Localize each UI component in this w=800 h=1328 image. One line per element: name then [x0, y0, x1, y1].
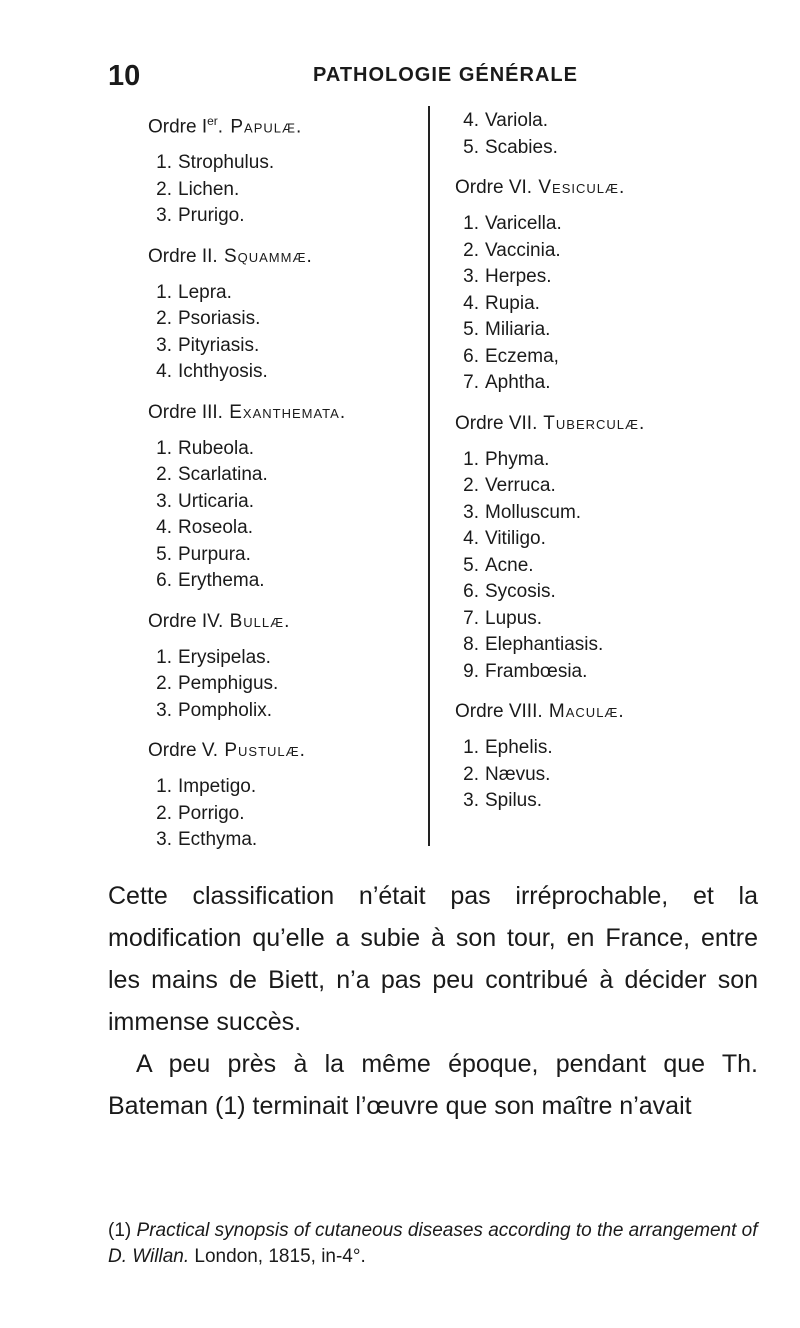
list-item [455, 238, 755, 265]
item-label: Scarlatina. [178, 464, 268, 486]
footnote-title: Practical synopsis of cutaneous diseases according to the arrangement of D. Willan. [108, 1220, 758, 1267]
list-item [148, 306, 418, 333]
column-divider [428, 106, 430, 846]
item-label: Phyma. [485, 448, 550, 470]
item-number: 2. [463, 763, 479, 785]
classification-right-column [455, 108, 755, 815]
item-number: 8. [463, 634, 479, 655]
list-item [455, 659, 755, 686]
footnote-marker: (1) [108, 1220, 132, 1241]
running-title: PATHOLOGIE GÉNÉRALE [313, 64, 578, 86]
list-item [455, 211, 755, 238]
item-label: Elephantiasis. [485, 634, 604, 655]
item-label: Erysipelas. [178, 646, 271, 668]
item-label: Verruca. [485, 475, 556, 496]
item-number: 2. [156, 464, 172, 486]
order-name: Squammæ. [217, 245, 313, 267]
order-title [455, 699, 755, 725]
order-title [148, 244, 418, 270]
item-label: Vaccinia. [485, 239, 561, 261]
order-number: Ordre II. [148, 245, 218, 267]
order-section [148, 400, 418, 595]
list-item [148, 203, 418, 230]
item-label: Porrigo. [178, 802, 245, 824]
list-item [455, 553, 755, 580]
list-item [455, 762, 755, 789]
order-name: Bullæ. [223, 610, 291, 632]
item-number: 4. [463, 110, 479, 131]
item-label: Strophulus. [178, 152, 275, 174]
order-name: Tuberculæ. [537, 412, 646, 434]
item-number: 1. [463, 737, 479, 758]
item-number: 4. [463, 528, 479, 549]
item-label: Ichthyosis. [178, 361, 268, 383]
list-item [455, 526, 755, 553]
body-paragraph: Cette classification n’était pas irréprochable, et la modification qu’elle a subie à son tour, en France, entre les mains de Biett, n’a pas peu contribué à décider son immense succès. [108, 882, 758, 1036]
list-item [148, 462, 418, 489]
order-section [455, 175, 755, 397]
item-number: 1. [156, 152, 172, 174]
list-item [455, 264, 755, 291]
list-item [455, 632, 755, 659]
item-number: 5. [463, 319, 479, 340]
order-name: Exanthemata. [222, 401, 347, 423]
item-label: Ecthyma. [178, 829, 258, 851]
order-section [148, 609, 418, 725]
list-item [148, 489, 418, 516]
order-items [148, 774, 418, 854]
item-number: 1. [156, 646, 172, 668]
item-number: 6. [156, 570, 172, 592]
list-item [148, 515, 418, 542]
item-label: Scabies. [485, 136, 558, 158]
order-items [455, 735, 755, 815]
item-number: 6. [463, 345, 479, 367]
order-section [455, 699, 755, 815]
item-number: 4. [156, 517, 172, 539]
item-number: 1. [463, 213, 479, 234]
spacer [455, 161, 755, 175]
item-label: Prurigo. [178, 205, 245, 227]
list-item [148, 280, 418, 307]
spacer [148, 386, 418, 400]
order-items [455, 447, 755, 686]
item-number: 9. [463, 660, 479, 682]
spacer [148, 230, 418, 244]
list-item [455, 344, 755, 371]
order-number-superscript: er [207, 114, 218, 128]
item-number: 1. [156, 776, 172, 798]
item-label: Ephelis. [485, 737, 553, 758]
item-label: Pityriasis. [178, 334, 260, 356]
page-header [108, 60, 728, 96]
list-item [455, 579, 755, 606]
item-number: 3. [156, 334, 172, 356]
item-label: Impetigo. [178, 776, 257, 798]
item-label: Rubeola. [178, 437, 255, 459]
item-label: Varicella. [485, 213, 562, 234]
order-name: Pustulæ. [218, 740, 306, 762]
item-label: Aphtha. [485, 372, 551, 393]
item-number: 2. [156, 673, 172, 695]
body-text [108, 875, 758, 1127]
list-item [148, 333, 418, 360]
item-label: Herpes. [485, 266, 552, 287]
list-item [455, 370, 755, 397]
item-number: 1. [156, 437, 172, 459]
item-number: 2. [463, 475, 479, 496]
order-items [148, 436, 418, 595]
item-number: 6. [463, 581, 479, 602]
order-number: Ordre III. [148, 401, 223, 423]
item-number: 5. [463, 136, 479, 158]
item-number: 1. [156, 281, 172, 303]
item-number: 2. [156, 178, 172, 200]
order-number: Ordre I [148, 116, 208, 138]
item-label: Psoriasis. [178, 308, 261, 330]
order-name: Maculæ. [542, 701, 625, 722]
list-item [148, 359, 418, 386]
order-title [455, 411, 755, 437]
item-label: Eczema, [485, 345, 559, 367]
order-title [455, 175, 755, 201]
item-number: 2. [156, 308, 172, 330]
item-label: Pompholix. [178, 699, 272, 721]
order-items [455, 211, 755, 397]
item-number: 3. [156, 699, 172, 721]
list-item [148, 436, 418, 463]
list-item [455, 788, 755, 815]
list-item [455, 108, 755, 135]
item-label: Lupus. [485, 607, 543, 629]
order-number: Ordre VII. [455, 412, 538, 434]
item-label: Erythema. [178, 570, 265, 592]
item-label: Purpura. [178, 543, 251, 565]
list-item [455, 473, 755, 500]
item-number: 7. [463, 607, 479, 629]
item-label: Miliaria. [485, 319, 551, 340]
item-label: Spilus. [485, 790, 543, 811]
item-number: 2. [156, 802, 172, 824]
list-item [455, 447, 755, 474]
list-item [148, 827, 418, 854]
item-label: Roseola. [178, 517, 253, 539]
item-label: Vitiligo. [485, 528, 546, 549]
order-section [455, 411, 755, 686]
order-number: Ordre VI. [455, 177, 533, 198]
list-item [148, 801, 418, 828]
item-label: Urticaria. [178, 490, 255, 512]
order-title [148, 400, 418, 426]
item-number: 3. [156, 205, 172, 227]
list-item [148, 177, 418, 204]
order-title [148, 108, 418, 140]
item-number: 5. [156, 543, 172, 565]
list-item [455, 606, 755, 633]
item-label: Sycosis. [485, 581, 556, 602]
list-item [148, 645, 418, 672]
order-section [148, 738, 418, 854]
item-number: 4. [156, 361, 172, 383]
continued-items [455, 108, 755, 161]
item-label: Lepra. [178, 281, 232, 303]
item-label: Variola. [485, 110, 549, 131]
spacer [455, 685, 755, 699]
item-label: Acne. [485, 554, 534, 576]
body-paragraph: A peu près à la même époque, pendant que Th. Bateman (1) terminait l’œuvre que son maître n’avait [108, 1050, 758, 1120]
item-label: Lichen. [178, 178, 240, 200]
order-number: Ordre V. [148, 740, 219, 762]
item-number: 2. [463, 239, 479, 261]
order-items [148, 645, 418, 725]
item-number: 3. [463, 790, 479, 811]
list-item [148, 671, 418, 698]
order-name: Vesiculæ. [532, 177, 626, 198]
item-label: Nævus. [485, 763, 551, 785]
list-item [148, 774, 418, 801]
page-number: 10 [108, 60, 141, 92]
order-title [148, 738, 418, 764]
list-item [148, 542, 418, 569]
item-number: 3. [156, 829, 172, 851]
list-item [148, 150, 418, 177]
item-number: 1. [463, 448, 479, 470]
item-label: Molluscum. [485, 501, 582, 523]
item-number: 3. [463, 501, 479, 523]
order-number: Ordre IV. [148, 610, 224, 632]
item-number: 7. [463, 372, 479, 393]
order-name: . Papulæ. [217, 116, 303, 138]
item-number: 3. [463, 266, 479, 287]
item-number: 3. [156, 490, 172, 512]
list-item [148, 568, 418, 595]
order-section [148, 108, 418, 230]
order-items [148, 150, 418, 230]
spacer [148, 724, 418, 738]
item-label: Pemphigus. [178, 673, 279, 695]
list-item [455, 135, 755, 162]
footnote-publication: London, 1815, in-4°. [194, 1246, 366, 1267]
item-number: 4. [463, 292, 479, 314]
classification-left-column [148, 108, 418, 854]
list-item [148, 698, 418, 725]
list-item [455, 291, 755, 318]
footnote [108, 1218, 758, 1270]
list-item [455, 500, 755, 527]
spacer [148, 595, 418, 609]
list-item [455, 735, 755, 762]
order-title [148, 609, 418, 635]
spacer [455, 397, 755, 411]
item-number: 5. [463, 554, 479, 576]
order-items [148, 280, 418, 386]
item-label: Rupia. [485, 292, 540, 314]
list-item [455, 317, 755, 344]
order-section [148, 244, 418, 386]
item-label: Frambœsia. [485, 660, 588, 682]
order-number: Ordre VIII. [455, 701, 543, 722]
